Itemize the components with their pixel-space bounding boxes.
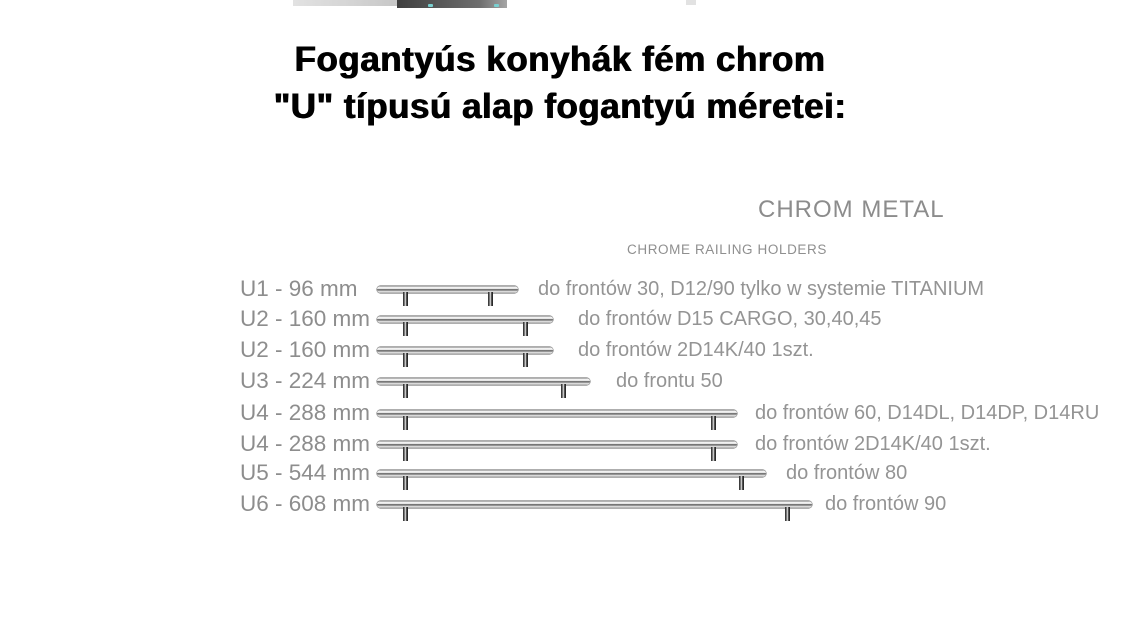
handle-bar xyxy=(377,501,812,508)
handle-post-right xyxy=(523,353,528,367)
handle-description: do frontów D15 CARGO, 30,40,45 xyxy=(578,308,882,330)
handle-bar xyxy=(377,286,518,293)
page-title-line1: Fogantyús konyhák fém chrom xyxy=(294,40,826,79)
handle-description: do frontów 2D14K/40 1szt. xyxy=(755,433,991,455)
top-cropped-image-fragment-light xyxy=(293,0,397,6)
handle-size-label: U2 - 160 mm xyxy=(240,337,371,362)
handle-post-left xyxy=(403,292,408,306)
handle-post-left xyxy=(403,384,408,398)
handle-post-right xyxy=(561,384,566,398)
handle-bar xyxy=(377,316,553,323)
top-cropped-image-fragment-smudge xyxy=(686,0,696,5)
handle-post-right xyxy=(785,507,790,521)
handle-post-right xyxy=(739,476,744,490)
handle-post-left xyxy=(403,447,408,461)
handle-size-label: U6 - 608 mm xyxy=(240,491,371,516)
handle-post-left xyxy=(403,353,408,367)
teal-speck-icon xyxy=(494,4,499,7)
page-title xyxy=(180,36,940,130)
section-subheading: CHROME RAILING HOLDERS xyxy=(627,242,827,257)
handle-post-right xyxy=(711,447,716,461)
handle-size-label: U2 - 160 mm xyxy=(240,306,371,331)
handle-description: do frontów 2D14K/40 1szt. xyxy=(578,339,814,361)
handle-post-right xyxy=(523,322,528,336)
handle-size-label: U1 - 96 mm xyxy=(240,276,358,301)
handle-description: do frontów 80 xyxy=(786,462,908,484)
handle-description: do frontów 30, D12/90 tylko w systemie TITANIUM xyxy=(538,278,985,300)
handle-size-label: U4 - 288 mm xyxy=(240,400,371,425)
page-title-line2: "U" típusú alap fogantyú méretei: xyxy=(273,87,847,126)
handle-description: do frontów 60, D14DL, D14DP, D14RU xyxy=(755,402,1100,424)
handle-bar xyxy=(377,378,590,385)
handle-size-label: U5 - 544 mm xyxy=(240,460,371,485)
handle-post-left xyxy=(403,416,408,430)
section-heading: CHROM METAL xyxy=(758,196,945,223)
handle-post-left xyxy=(403,322,408,336)
handle-bar xyxy=(377,441,737,448)
teal-speck-icon xyxy=(428,4,433,7)
top-cropped-image-fragment-dark xyxy=(397,0,507,8)
handle-post-left xyxy=(403,476,408,490)
handle-bar xyxy=(377,410,737,417)
handle-post-left xyxy=(403,507,408,521)
handle-description: do frontu 50 xyxy=(616,370,723,392)
handle-size-label: U3 - 224 mm xyxy=(240,368,371,393)
handle-post-right xyxy=(711,416,716,430)
handle-size-label: U4 - 288 mm xyxy=(240,431,371,456)
handle-bar xyxy=(377,347,553,354)
handle-post-right xyxy=(488,292,493,306)
handle-bar xyxy=(377,470,766,477)
handle-description: do frontów 90 xyxy=(825,493,947,515)
